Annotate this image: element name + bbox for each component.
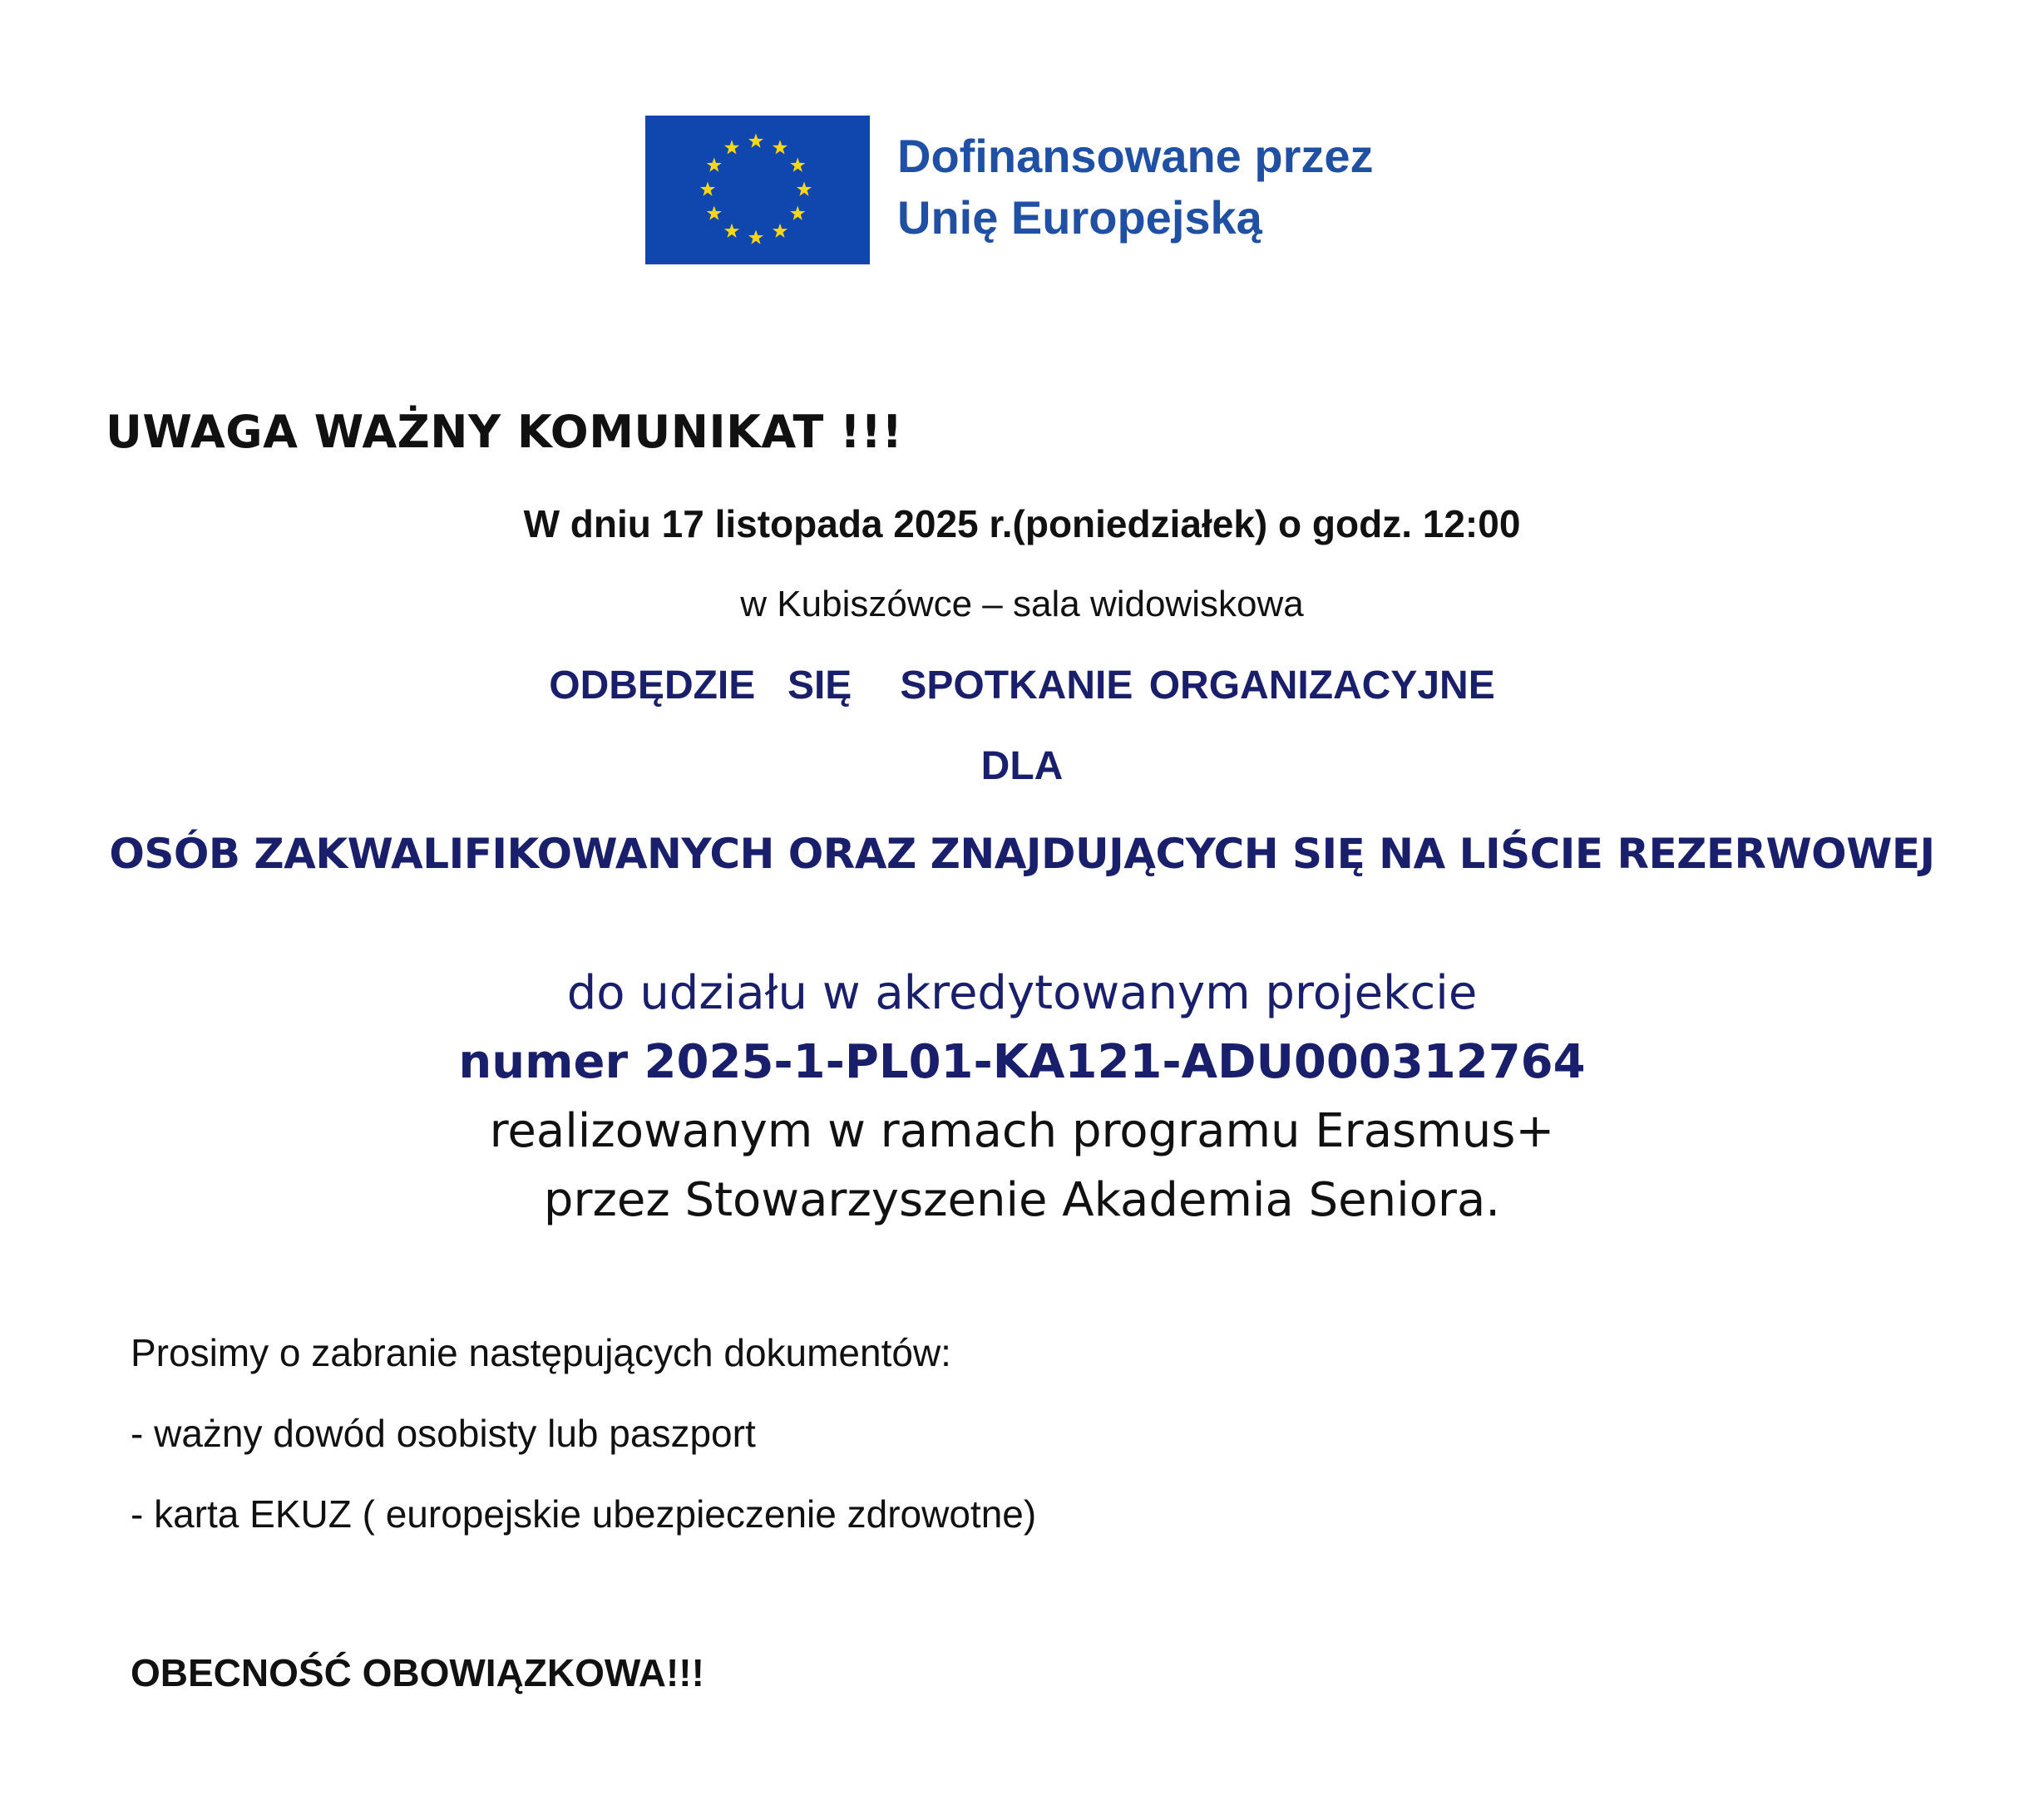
meeting-date: W dniu 17 listopada 2025 r.(poniedziałek) o godz. 12:00 (523, 502, 1521, 545)
eu-star-icon (790, 206, 805, 220)
eu-star-icon (724, 224, 739, 238)
eu-star-icon (773, 140, 787, 154)
announcement-headline: UWAGA WAŻNY KOMUNIKAT !!! (106, 406, 903, 458)
eu-star-icon (790, 158, 805, 172)
eu-star-icon (748, 230, 763, 244)
eu-star-icon (748, 134, 763, 148)
meeting-title: ODBĘDZIE SIĘ SPOTKANIE ORGANIZACYJNE (549, 663, 1495, 708)
attendance-notice: OBECNOŚĆ OBOWIĄZKOWA!!! (131, 1651, 704, 1694)
eu-star-icon (700, 182, 715, 196)
document-item: - ważny dowód osobisty lub paszport (131, 1412, 756, 1455)
eu-funding-text (897, 126, 1374, 249)
meeting-for-label: DLA (980, 744, 1064, 788)
documents-intro: Prosimy o zabranie następujących dokumentów: (131, 1331, 951, 1374)
project-number: numer 2025-1-PL01-KA121-ADU000312764 (458, 1035, 1586, 1089)
project-participation: do udziału w akredytowanym projekcie (566, 966, 1478, 1020)
document-item: - karta EKUZ ( europejskie ubezpieczenie zdrowotne) (131, 1492, 1037, 1536)
eu-funding-line-1: Dofinansowane przez (897, 130, 1374, 182)
organizer-name: przez Stowarzyszenie Akademia Seniora. (543, 1173, 1501, 1227)
program-name: realizowanym w ramach programu Erasmus+ (489, 1104, 1555, 1158)
eu-star-icon (773, 224, 787, 238)
eu-star-icon (707, 206, 722, 220)
meeting-place: w Kubiszówce – sala widowiskowa (740, 584, 1304, 624)
eu-flag-logo (645, 116, 870, 264)
eu-stars-circle (645, 116, 870, 264)
eu-funding-line-2: Unię Europejską (897, 191, 1262, 244)
eu-star-icon (707, 158, 722, 172)
target-persons: OSÓB ZAKWALIFIKOWANYCH ORAZ ZNAJDUJĄCYCH SIĘ NA LIŚCIE REZERWOWEJ (109, 830, 1935, 878)
eu-star-icon (724, 140, 739, 154)
eu-star-icon (797, 182, 812, 196)
